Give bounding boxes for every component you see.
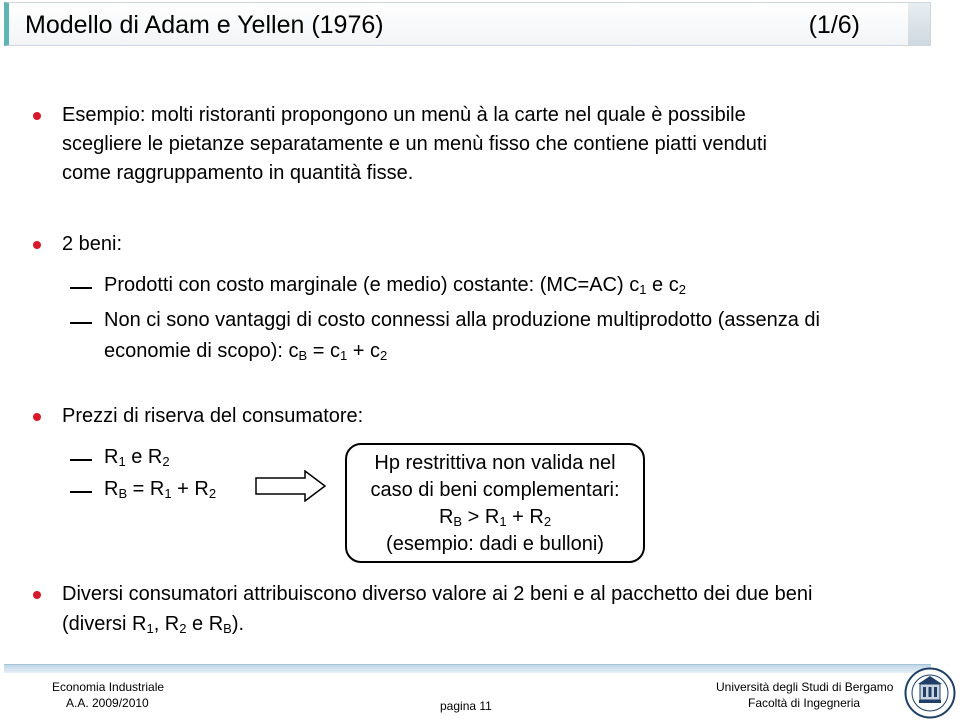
marginal-cost-line: Prodotti con costo marginale (e medio) costante: (MC=AC) $c_1$ e $c_2$ xyxy=(104,274,686,297)
reservation-prices-line-2: $R_B = R_1 + R_2$ xyxy=(104,478,217,501)
slide-title: Modello di Adam e Yellen (1976) xyxy=(25,11,384,39)
footer-university: Università degli Studi di Bergamo xyxy=(716,680,894,694)
dash-icon xyxy=(70,491,92,493)
hypothesis-line-2: caso di beni complementari: xyxy=(370,479,620,501)
different-consumers-line-2: (diversi $R_1$, $R_2$ e $R_B$). xyxy=(62,613,245,636)
different-consumers-line-1: Diversi consumatori attribuiscono diverso valore ai 2 beni e al pacchetto dei due beni xyxy=(62,583,813,605)
footer-faculty: Facoltà di Ingegneria xyxy=(748,696,861,710)
no-cost-advantage-line-2: economie di scopo): $c_B = c_1 + c_2$ xyxy=(104,340,388,363)
example-text-line-2: scegliere le pietanze separatamente e un menù fisso che contiene piatti venduti xyxy=(62,133,767,155)
bullet-icon xyxy=(33,591,41,599)
slide-page-indicator: (1/6) xyxy=(808,11,860,39)
dash-icon xyxy=(70,459,92,461)
university-seal-icon xyxy=(904,667,956,719)
two-goods-heading: 2 beni: xyxy=(62,233,123,255)
dash-icon xyxy=(70,322,92,324)
title-accent-decoration xyxy=(908,3,930,45)
example-text-line-3: come raggruppamento in quantità fisse. xyxy=(62,162,414,184)
no-cost-advantage-line-1: Non ci sono vantaggi di costo connessi alla produzione multiprodotto (assenza di xyxy=(104,309,820,331)
hypothesis-line-4: (esempio: dadi e bulloni) xyxy=(386,533,604,555)
footer-rule xyxy=(4,664,931,673)
bullet-icon xyxy=(33,241,41,249)
right-arrow-icon xyxy=(255,470,327,502)
dash-icon xyxy=(70,287,92,289)
title-bar xyxy=(4,2,931,46)
footer-course: Economia Industriale xyxy=(52,680,165,694)
hypothesis-line-3: $R_B > R_1 + R_2$ xyxy=(438,506,552,529)
footer-year: A.A. 2009/2010 xyxy=(66,696,149,710)
footer-page-number: pagina 11 xyxy=(440,699,492,713)
reservation-prices-heading: Prezzi di riserva del consumatore: xyxy=(62,405,364,427)
bullet-icon xyxy=(33,112,41,120)
reservation-prices-line-1: $R_1$ e $R_2$ xyxy=(104,446,170,469)
hypothesis-line-1: Hp restrittiva non valida nel xyxy=(374,452,616,474)
hypothesis-callout-box xyxy=(345,443,645,563)
bullet-icon xyxy=(33,413,41,421)
example-text-line-1: Esempio: molti ristoranti propongono un menù à la carte nel quale è possibile xyxy=(62,104,746,126)
